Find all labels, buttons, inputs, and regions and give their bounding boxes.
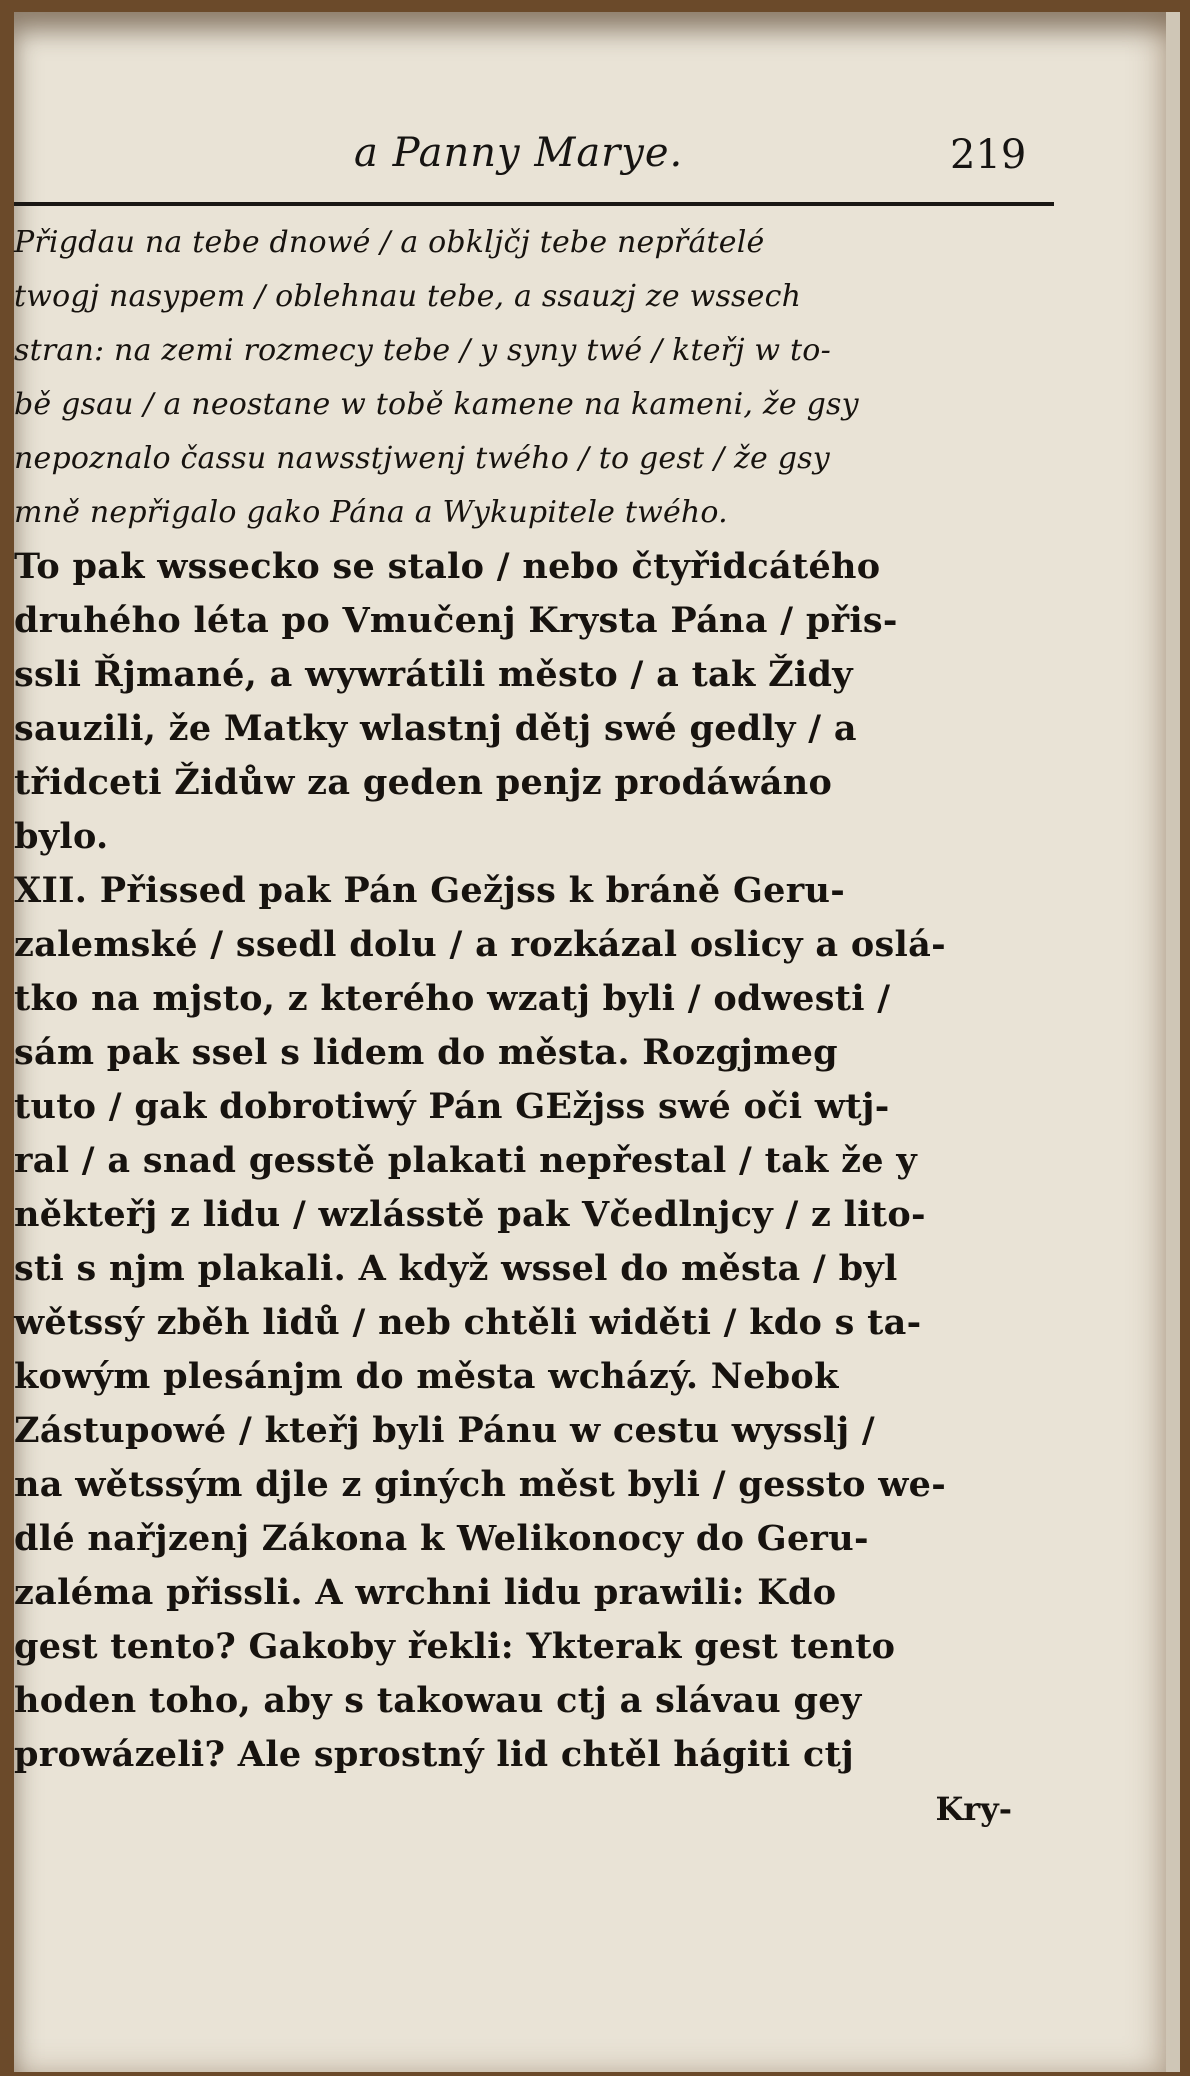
text-line: sti s njm plakali. A když wssel do města / byl bbox=[14, 1248, 898, 1289]
text-line: mně nepřigalo gako Pána a Wykupitele twého. bbox=[14, 495, 728, 530]
text-line: wětssý zběh lidů / neb chtěli widěti / kdo s ta- bbox=[14, 1302, 922, 1343]
text-line: bě gsau / a neostane w tobě kamene na kameni, že gsy bbox=[14, 387, 859, 422]
text-line: tuto / gak dobrotiwý Pán GEžjss swé oči wtj- bbox=[14, 1086, 890, 1127]
text-line: zalemské / ssedl dolu / a rozkázal oslicy a oslá- bbox=[14, 924, 946, 965]
running-head bbox=[14, 130, 1180, 190]
text-line: dlé nařjzenj Zákona k Welikonocy do Geru- bbox=[14, 1518, 869, 1559]
text-line: tko na mjsto, z kterého wzatj byli / odwesti / bbox=[14, 978, 891, 1019]
text-line: třidceti Židůw za geden penjz prodáwáno bbox=[14, 762, 833, 803]
page-edge bbox=[1166, 12, 1180, 2072]
text-line: bylo. bbox=[14, 816, 109, 857]
text-line: Zástupowé / kteřj byli Pánu w cestu wysslj / bbox=[14, 1410, 876, 1451]
text-line: zaléma přissli. A wrchni lidu prawili: Kdo bbox=[14, 1572, 837, 1613]
running-title: a Panny Marye. bbox=[354, 130, 684, 176]
text-line: To pak wssecko se stalo / nebo čtyřidcátého bbox=[14, 546, 881, 587]
page-number: 219 bbox=[950, 132, 1027, 178]
text-line: sauzili, že Matky wlastnj dětj swé gedly / a bbox=[14, 708, 857, 749]
catchword: Kry- bbox=[935, 1790, 1012, 1828]
text-line: prowázeli? Ale sprostný lid chtěl hágiti ctj bbox=[14, 1734, 855, 1775]
book-page bbox=[14, 12, 1180, 2072]
text-line: Přigdau na tebe dnowé / a obkljčj tebe nepřátelé bbox=[14, 225, 765, 260]
text-line: na wětssým djle z giných měst byli / gessto we- bbox=[14, 1464, 947, 1505]
text-line: kowým plesánjm do města wcházý. Nebok bbox=[14, 1356, 839, 1397]
text-line: twogj nasypem / oblehnau tebe, a ssauzj ze wssech bbox=[14, 279, 802, 314]
text-line: ssli Řjmané, a wywrátili město / a tak Židy bbox=[14, 654, 853, 695]
section-heading-line: XII. Přissed pak Pán Gežjss k bráně Geru- bbox=[14, 870, 846, 911]
body-text bbox=[14, 216, 1064, 1836]
text-line: sám pak ssel s lidem do města. Rozgjmeg bbox=[14, 1032, 838, 1073]
text-line: stran: na zemi rozmecy tebe / y syny twé / kteřj w to- bbox=[14, 333, 831, 368]
text-line: někteřj z lidu / wzlásstě pak Včedlnjcy / z lito- bbox=[14, 1194, 926, 1235]
text-line: hoden toho, aby s takowau ctj a slávau gey bbox=[14, 1680, 862, 1721]
header-rule bbox=[14, 202, 1054, 206]
text-line: gest tento? Gakoby řekli: Ykterak gest tento bbox=[14, 1626, 896, 1667]
text-line: ral / a snad gesstě plakati nepřestal / tak že y bbox=[14, 1140, 917, 1181]
text-line: nepoznalo čassu nawsstjwenj twého / to gest / že gsy bbox=[14, 441, 830, 476]
text-line: druhého léta po Vmučenj Krysta Pána / přis- bbox=[14, 600, 898, 641]
